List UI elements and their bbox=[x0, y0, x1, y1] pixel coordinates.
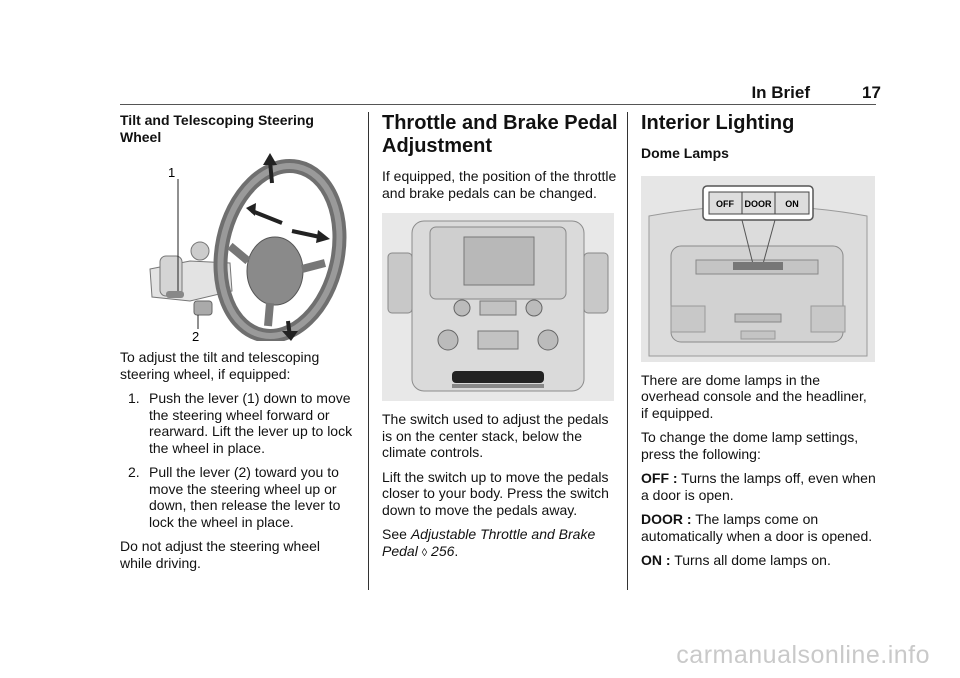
lighting-p1: There are dome lamps in the overhead console and the headliner, if equipped. bbox=[641, 371, 867, 421]
step-item bbox=[120, 390, 355, 456]
pedal-p3: Lift the switch up to move the pedals closer to your body. Press the switch down to move the pedals away. bbox=[382, 468, 609, 518]
steering-wheel-illustration bbox=[120, 151, 355, 341]
off-button-label: OFF bbox=[716, 198, 734, 209]
center-stack-illustration bbox=[382, 213, 614, 401]
callout-1: 1 bbox=[168, 165, 176, 180]
lighting-heading: Interior Lighting bbox=[641, 112, 795, 134]
see-reference bbox=[382, 526, 618, 561]
def-off bbox=[641, 470, 877, 503]
dome-subheading: Dome Lamps bbox=[641, 145, 729, 161]
steering-subheading: Tilt and Telescoping Steering Wheel bbox=[120, 112, 314, 145]
step-text: Push the lever (1) down to move the steering wheel forward or rearward. Lift the lever up to lock the wheel in place. bbox=[149, 390, 353, 456]
page-number: 17 bbox=[862, 83, 881, 102]
header-section-title: In Brief bbox=[751, 83, 810, 102]
header-rule bbox=[120, 104, 876, 105]
def-term: OFF : bbox=[641, 470, 678, 486]
def-on bbox=[641, 552, 877, 569]
callout-2: 2 bbox=[192, 329, 200, 341]
see-page[interactable]: 256 bbox=[431, 542, 455, 559]
def-desc: The lamps come on automatically when a door is opened. bbox=[641, 511, 873, 544]
watermark: carmanualsonline.info bbox=[676, 641, 930, 669]
step-number: 1. bbox=[128, 390, 140, 406]
see-link[interactable]: Adjustable Throttle and Brake Pedal bbox=[382, 526, 596, 559]
overhead-console-illustration bbox=[641, 176, 875, 362]
def-door bbox=[641, 511, 877, 544]
step-number: 2. bbox=[128, 464, 140, 480]
see-suffix: . bbox=[454, 542, 459, 559]
pedal-p1: If equipped, the position of the throttle and brake pedals can be changed. bbox=[382, 168, 617, 201]
door-button-label: DOOR bbox=[744, 198, 772, 209]
def-term: DOOR : bbox=[641, 511, 692, 527]
steering-intro: To adjust the tilt and telescoping steering wheel, if equipped: bbox=[120, 349, 320, 382]
step-item bbox=[120, 464, 355, 530]
column-steering bbox=[120, 112, 355, 579]
pedal-heading: Throttle and Brake Pedal Adjustment bbox=[382, 112, 618, 157]
reference-icon: ◊ bbox=[421, 546, 428, 559]
step-text: Pull the lever (2) toward you to move the steering wheel up or down, then release the lever to lock the wheel in place. bbox=[149, 464, 341, 530]
def-term: ON : bbox=[641, 552, 671, 568]
column-divider bbox=[368, 112, 369, 590]
on-button-label: ON bbox=[785, 198, 799, 209]
def-desc: Turns the lamps off, even when a door is open. bbox=[641, 470, 876, 503]
def-desc: Turns all dome lamps on. bbox=[670, 552, 831, 568]
pedal-p2: The switch used to adjust the pedals is on the center stack, below the climate controls. bbox=[382, 411, 609, 460]
lighting-p2: To change the dome lamp settings, press the following: bbox=[641, 429, 859, 462]
steering-warning: Do not adjust the steering wheel while driving. bbox=[120, 538, 321, 571]
column-lighting bbox=[641, 112, 877, 577]
column-pedals bbox=[382, 112, 618, 569]
see-prefix: See bbox=[382, 526, 411, 542]
column-divider bbox=[627, 112, 628, 590]
